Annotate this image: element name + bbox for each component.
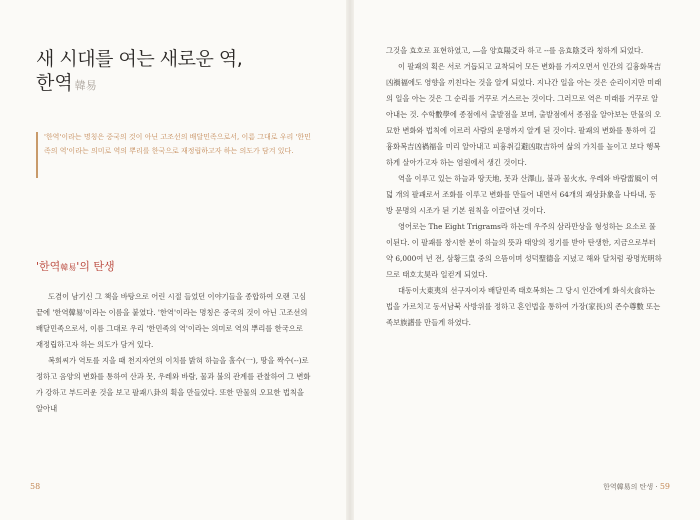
page-number-left: 58	[30, 482, 41, 491]
pull-quote: '한역'이라는 명칭은 중국의 것이 아닌 고조선의 배달민족으로서, 이름 그대로 우리 '한민족의 역'이라는 의미로 역의 뿌리를 한국으로 재정립하고자 하는 의도가 담겨 있다.	[44, 133, 311, 155]
chapter-subtitle-text: 한역	[36, 72, 73, 94]
right-body-text	[386, 43, 662, 331]
running-title: 한역韓易의 탄생	[603, 483, 654, 491]
chapter-subtitle-hanja: 韓易	[74, 79, 97, 92]
right-page	[350, 0, 700, 520]
left-body-text	[36, 289, 312, 417]
paragraph: 도겸이 남기신 그 책을 바탕으로 어린 시절 들었던 이야기들을 종합하여 오랜 고심 끝에 '한역韓易'이라는 이름을 붙였다. '한역'이라는 명칭은 중국의 것이 아닌 고조선의 배달민족으로서, 이름 그대로 우리 '한민족의 역'이라는 의미로 역의 뿌리를 한국으로 재정립하고자 하는 의도가 담겨 있다.	[36, 292, 308, 349]
paragraph: 영어로는 The Eight Trigrams라 하는데 우주의 삼라만상을 형성하는 요소로 풀이된다. 이 팔괘를 창시한 분이 하늘의 뜻과 태양의 정기를 받아 탄생한, 지금으로부터 약 6,000여 년 전, 삼황三皇 중의 으뜸이며 성덕聖德을 지녔고 해와 달처럼 광명光明하므로 태호太昊라 일컫게 되었다.	[386, 222, 662, 279]
section-heading-text: '한역	[36, 260, 61, 273]
chapter-title: 새 시대를 여는 새로운 역,	[36, 48, 243, 70]
paragraph: 그것을 효호로 표현하였고, ―을 양효陽爻라 하고 --를 음효陰爻라 칭하게 되었다.	[386, 46, 644, 55]
section-heading-hanja: 韓易	[60, 263, 77, 272]
paragraph: 역을 이루고 있는 하늘과 땅天地, 못과 산澤山, 불과 물火水, 우레와 바람雷風이 여덟 개의 팔괘로서 조화를 이루고 변화를 만들어 내면서 64개의 괘상卦象을 나타내, 동방 문명의 시조가 된 기본 원칙을 이끌어낸 것이다.	[386, 174, 659, 215]
section-heading-tail: '의 탄생	[76, 260, 115, 273]
section-heading	[36, 258, 115, 274]
pull-quote-rule	[36, 132, 38, 178]
running-footer	[603, 482, 670, 492]
paragraph: 복희씨가 역토를 지을 때 천지자연의 이치를 밝혀 하늘을 홀수(一), 땅을 짝수(--)로 정하고 음양의 변화를 통하여 산과 못, 우레와 바람, 물과 불의 관계를 관찰하여 그 변화가 강하고 부드러운 것을 보고 팔괘八卦의 획을 만들었다. 또한 만물의 오묘한 법칙을 알아내	[36, 356, 311, 413]
footer-separator: ·	[655, 483, 660, 491]
page-number-right: 59	[659, 482, 670, 491]
chapter-subtitle	[36, 68, 97, 95]
paragraph: 이 팔괘의 획은 서로 거듭되고 교착되어 모든 변화를 가져오면서 인간의 길흉화복吉凶禍福에도 영향을 끼친다는 것을 알게 되었다. 지나간 일을 아는 것은 순리이지만 미래의 일을 아는 것은 그 순리를 거꾸로 거스르는 것이다. 그러므로 역은 미래를 거꾸로 알아내는 것. 수학數學에 종점에서 출발점을 보며, 출발점에서 종점을 알아보는 만물의 오묘한 변화와 법칙에 이르러 사람의 운명까지 알게 된 것이다. 팔괘의 변화를 통하여 길흉화복吉凶禍福을 미리 알아내고 피흉취길避凶取吉하여 삶의 가치를 높이고 보다 행복하게 살아가고자 하는 염원에서 생긴 것이다.	[386, 62, 662, 167]
paragraph: 대동이大東夷의 선구자이자 배달민족 태호복희는 그 당시 인간에게 화식火食하는 법을 가르치고 동서남북 사방위를 정하고 혼인법을 통하여 가장(家長)의 존수尊數 또는 족보族譜를 만들게 하였다.	[386, 286, 661, 327]
